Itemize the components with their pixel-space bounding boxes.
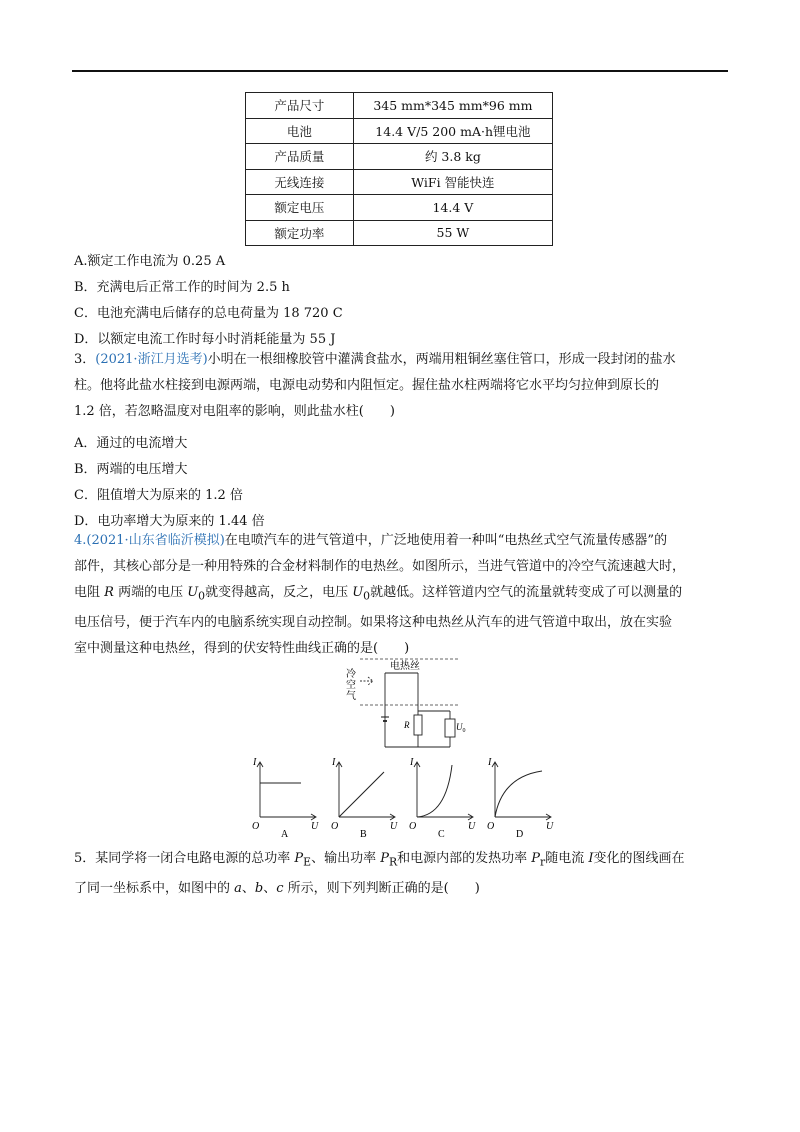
iv-graphs: [0, 755, 800, 845]
spec-value: 345 mm*345 mm*96 mm: [353, 93, 552, 119]
q5-var-c: c: [276, 880, 284, 896]
graph-a: [252, 757, 319, 840]
graph-c-axis-y: I: [410, 757, 414, 768]
graph-d-axis-y: I: [488, 757, 492, 768]
q3-option-d: D．电功率增大为原来的 1.44 倍: [74, 514, 265, 529]
spec-value: 约 3.8 kg: [353, 144, 552, 170]
spec-value: 55 W: [353, 220, 552, 246]
graph-c-axis-x: U: [468, 821, 476, 832]
question-4: [74, 528, 728, 662]
graph-d-curve: [495, 771, 542, 817]
q3-line3: 1.2 倍，若忽略温度对电阻率的影响，则此盐水柱( ): [74, 404, 395, 419]
q3-line2: 柱。他将此盐水柱接到电源两端，电源电动势和内阻恒定。握住盐水柱两端将它水平均匀拉伸到原长的: [74, 378, 660, 393]
q5-var-a: a: [234, 880, 242, 896]
header-rule: [72, 70, 728, 72]
q5-line2b: 所示，则下列判断正确的是( ): [283, 880, 480, 896]
spec-key: 额定功率: [246, 220, 354, 246]
q4-line3a: 电阻: [74, 585, 105, 600]
spec-row: [246, 144, 553, 170]
graph-a-label: A: [281, 829, 289, 840]
graph-d-origin: O: [487, 821, 495, 832]
air-char-3: 气: [346, 691, 356, 702]
resistor-r: [414, 715, 422, 735]
graph-c-curve: [417, 765, 452, 817]
q3-source: (2021·浙江月选考): [95, 352, 208, 367]
spec-row: [246, 93, 553, 119]
q4-var-u2: U: [352, 585, 364, 600]
q5-text-d: 随电流: [545, 851, 589, 866]
voltmeter-label: $U_0$: [456, 722, 466, 734]
air-char-1: 冷: [346, 669, 356, 680]
q5-var-pr-sub: R: [388, 855, 398, 869]
q4-line3b: 两端的电压: [113, 585, 188, 600]
voltmeter: [445, 719, 455, 737]
spec-row: [246, 220, 553, 246]
spec-value: 14.4 V/5 200 mA·h锂电池: [353, 118, 552, 144]
q4-line3d: 就越低。这样管道内空气的流量就转变成了可以测量的: [370, 585, 683, 600]
q3-option-a: A．通过的电流增大: [74, 436, 188, 451]
q3-option-c: C．阻值增大为原来的 1.2 倍: [74, 488, 243, 503]
q5-text-c: 和电源内部的发热功率: [397, 851, 532, 866]
graph-b-curve: [339, 772, 384, 817]
q4-source: (2021·山东省临沂模拟): [86, 533, 225, 548]
q4-line3c: 就变得越高，反之，电压: [205, 585, 353, 600]
circuit-diagram: [330, 655, 490, 755]
air-char-2: 空: [346, 680, 356, 691]
q5-sep2: 、: [263, 880, 277, 896]
graph-a-axis-x: U: [311, 821, 319, 832]
q5-var-pe: P: [294, 851, 304, 866]
spec-row: [246, 169, 553, 195]
spec-key: 电池: [246, 118, 354, 144]
graph-c-label: C: [438, 829, 445, 840]
q4-number: 4.: [74, 533, 87, 548]
q5-var-i: I: [588, 851, 594, 866]
q2-option-a: A.额定工作电流为 0.25 A: [74, 254, 226, 269]
spec-value: 14.4 V: [353, 195, 552, 221]
spec-key: 产品尺寸: [246, 93, 354, 119]
q5-var-pr-internal-sub: r: [540, 855, 546, 869]
q5-text-e: 变化的图线画在: [593, 851, 685, 866]
q4-line2: 部件，其核心部分是一种用特殊的合金材料制作的电热丝。如图所示，当进气管道中的冷空气流速越大时，: [74, 559, 686, 574]
q3-line1: 小明在一根细橡胶管中灌满食盐水，两端用粗铜丝塞住管口，形成一段封闭的盐水: [207, 352, 676, 367]
graph-b-label: B: [360, 829, 367, 840]
q4-var-r: R: [104, 585, 114, 600]
graph-c-origin: O: [409, 821, 417, 832]
q4-line1: 在电喷汽车的进气管道中，广泛地使用着一种叫“电热丝式空气流量传感器”的: [224, 533, 668, 548]
spec-key: 产品质量: [246, 144, 354, 170]
graph-b-origin: O: [331, 821, 339, 832]
q4-line5: 室中测量这种电热丝，得到的伏安特性曲线正确的是( ): [74, 640, 410, 656]
graph-a-origin: O: [252, 821, 260, 832]
spec-table: [245, 92, 553, 246]
graph-d-label: D: [516, 829, 524, 840]
q5-line2a: 了同一坐标系中，如图中的: [74, 880, 235, 896]
graph-b-axis-y: I: [332, 757, 336, 768]
heater-label: 电热丝: [390, 661, 420, 672]
q3-option-b: B．两端的电压增大: [74, 462, 188, 477]
spec-value: WiFi 智能快连: [353, 169, 552, 195]
resistor-label: R: [404, 720, 410, 730]
q3-number: 3．: [74, 352, 96, 367]
graph-c-axes: [414, 762, 473, 820]
graph-d-axis-x: U: [546, 821, 554, 832]
graph-a-axes: [257, 762, 316, 820]
q5-var-pe-sub: E: [303, 855, 312, 869]
q5-number: 5．: [74, 851, 96, 866]
spec-key: 无线连接: [246, 169, 354, 195]
question-5: [74, 846, 728, 902]
q5-var-b: b: [254, 880, 264, 896]
graph-d-axes: [492, 762, 551, 820]
q2-option-c: C．电池充满电后储存的总电荷量为 18 720 C: [74, 306, 343, 321]
q5-var-pr: P: [380, 851, 389, 866]
graph-a-axis-y: I: [253, 757, 257, 768]
spec-row: [246, 195, 553, 221]
q5-sep1: 、: [241, 880, 255, 896]
q5-var-pr-internal: P: [531, 851, 541, 866]
q4-line4: 电压信号，便于汽车内的电脑系统实现自动控制。如果将这种电热丝从汽车的进气管道中取出，放在实验: [74, 614, 673, 630]
spec-row: [246, 118, 553, 144]
q5-text-b: 、输出功率: [311, 851, 381, 866]
q4-var-u-sub: 0: [198, 589, 206, 603]
graph-c: [409, 757, 476, 840]
q2-option-d: D．以额定电流工作时每小时消耗能量为 55 J: [74, 332, 336, 347]
question-3: [74, 347, 728, 425]
q4-var-u: U: [187, 585, 199, 600]
graph-b-axis-x: U: [390, 821, 398, 832]
graph-d: [487, 757, 554, 840]
spec-key: 额定电压: [246, 195, 354, 221]
graph-b: [331, 757, 398, 840]
air-flow-arrow-icon: [360, 677, 373, 685]
q4-var-u2-sub: 0: [363, 589, 371, 603]
q5-text-a: 某同学将一闭合电路电源的总功率: [95, 851, 295, 866]
q2-option-b: B．充满电后正常工作的时间为 2.5 h: [74, 280, 290, 295]
